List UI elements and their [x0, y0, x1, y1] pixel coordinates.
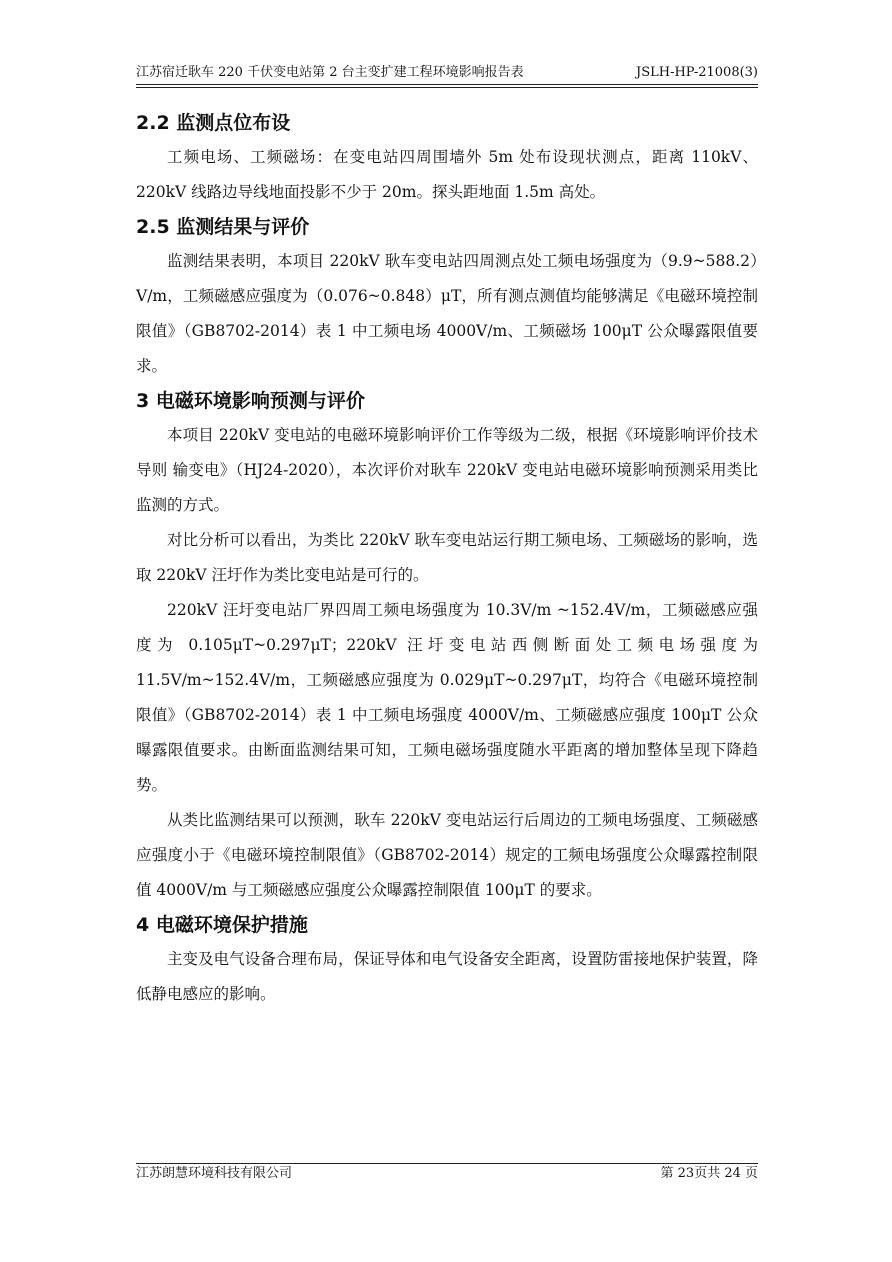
section-paragraph: 主变及电气设备合理布局，保证导体和电气设备安全距离，设置防雷接地保护装置，降低静电感应的影响。: [136, 950, 758, 1003]
footer-rule: [136, 1163, 758, 1164]
header-doc-code: JSLH-HP-21008(3): [635, 65, 758, 80]
section-heading: 3 电磁环境影响预测与评价: [136, 390, 365, 412]
header-title: 江苏宿迁耿车 220 千伏变电站第 2 台主变扩建工程环境影响报告表: [136, 65, 524, 80]
header-rule: [136, 84, 758, 85]
footer-company: 江苏朗慧环境科技有限公司: [136, 1166, 293, 1181]
section-paragraph: 工频电场、工频磁场：在变电站四周围墙外 5m 处布设现状测点，距离 110kV、220kV 线路边导线地面投影不少于 20m。探头距地面 1.5m 高处。: [136, 148, 758, 201]
section-paragraph: 从类比监测结果可以预测，耿车 220kV 变电站运行后周边的工频电场强度、工频磁感应强度小于《电磁环境控制限值》（GB8702-2014）规定的工频电场强度公众曝露控制限值 4000V/m 与工频磁感应强度公众曝露控制限值 100μT 的要求。: [136, 811, 758, 899]
section-paragraph: 对比分析可以看出，为类比 220kV 耿车变电站运行期工频电场、工频磁场的影响，选取 220kV 汪圩作为类比变电站是可行的。: [136, 531, 758, 584]
section-paragraph: 本项目 220kV 变电站的电磁环境影响评价工作等级为二级，根据《环境影响评价技术导则 输变电》（HJ24-2020），本次评价对耿车 220kV 变电站电磁环境影响预测采用类比监测的方式。: [136, 426, 758, 514]
page-header: [136, 64, 758, 86]
page-content: [136, 106, 758, 1012]
section-heading: 2.2 监测点位布设: [136, 112, 291, 134]
section-heading: 4 电磁环境保护措施: [136, 914, 308, 936]
section-paragraph: 220kV 汪圩变电站厂界四周工频电场强度为 10.3V/m ~152.4V/m，工频磁感应强度为 0.105μT~0.297μT；220kV 汪圩变电站西侧断面处工频电场强度为 11.5V/m~152.4V/m，工频磁感应强度为 0.029μT~0.297μT，均符合《电磁环境控制限值》（GB8702-2014）表 1 中工频电场强度 4000V/m、工频磁感应强度 100μT 公众曝露限值要求。由断面监测结果可知，工频电磁场强度随水平距离的增加整体呈现下降趋势。: [136, 601, 758, 794]
section-paragraph: 监测结果表明，本项目 220kV 耿车变电站四周测点处工频电场强度为（9.9~588.2）V/m，工频磁感应强度为（0.076~0.848）μT，所有测点测值均能够满足《电磁环境控制限值》（GB8702-2014）表 1 中工频电场 4000V/m、工频磁场 100μT 公众曝露限值要求。: [136, 252, 758, 375]
section-heading: 2.5 监测结果与评价: [136, 216, 310, 238]
footer-page-number: 第 23页共 24 页: [660, 1166, 758, 1181]
header-rule-secondary: [136, 87, 758, 88]
